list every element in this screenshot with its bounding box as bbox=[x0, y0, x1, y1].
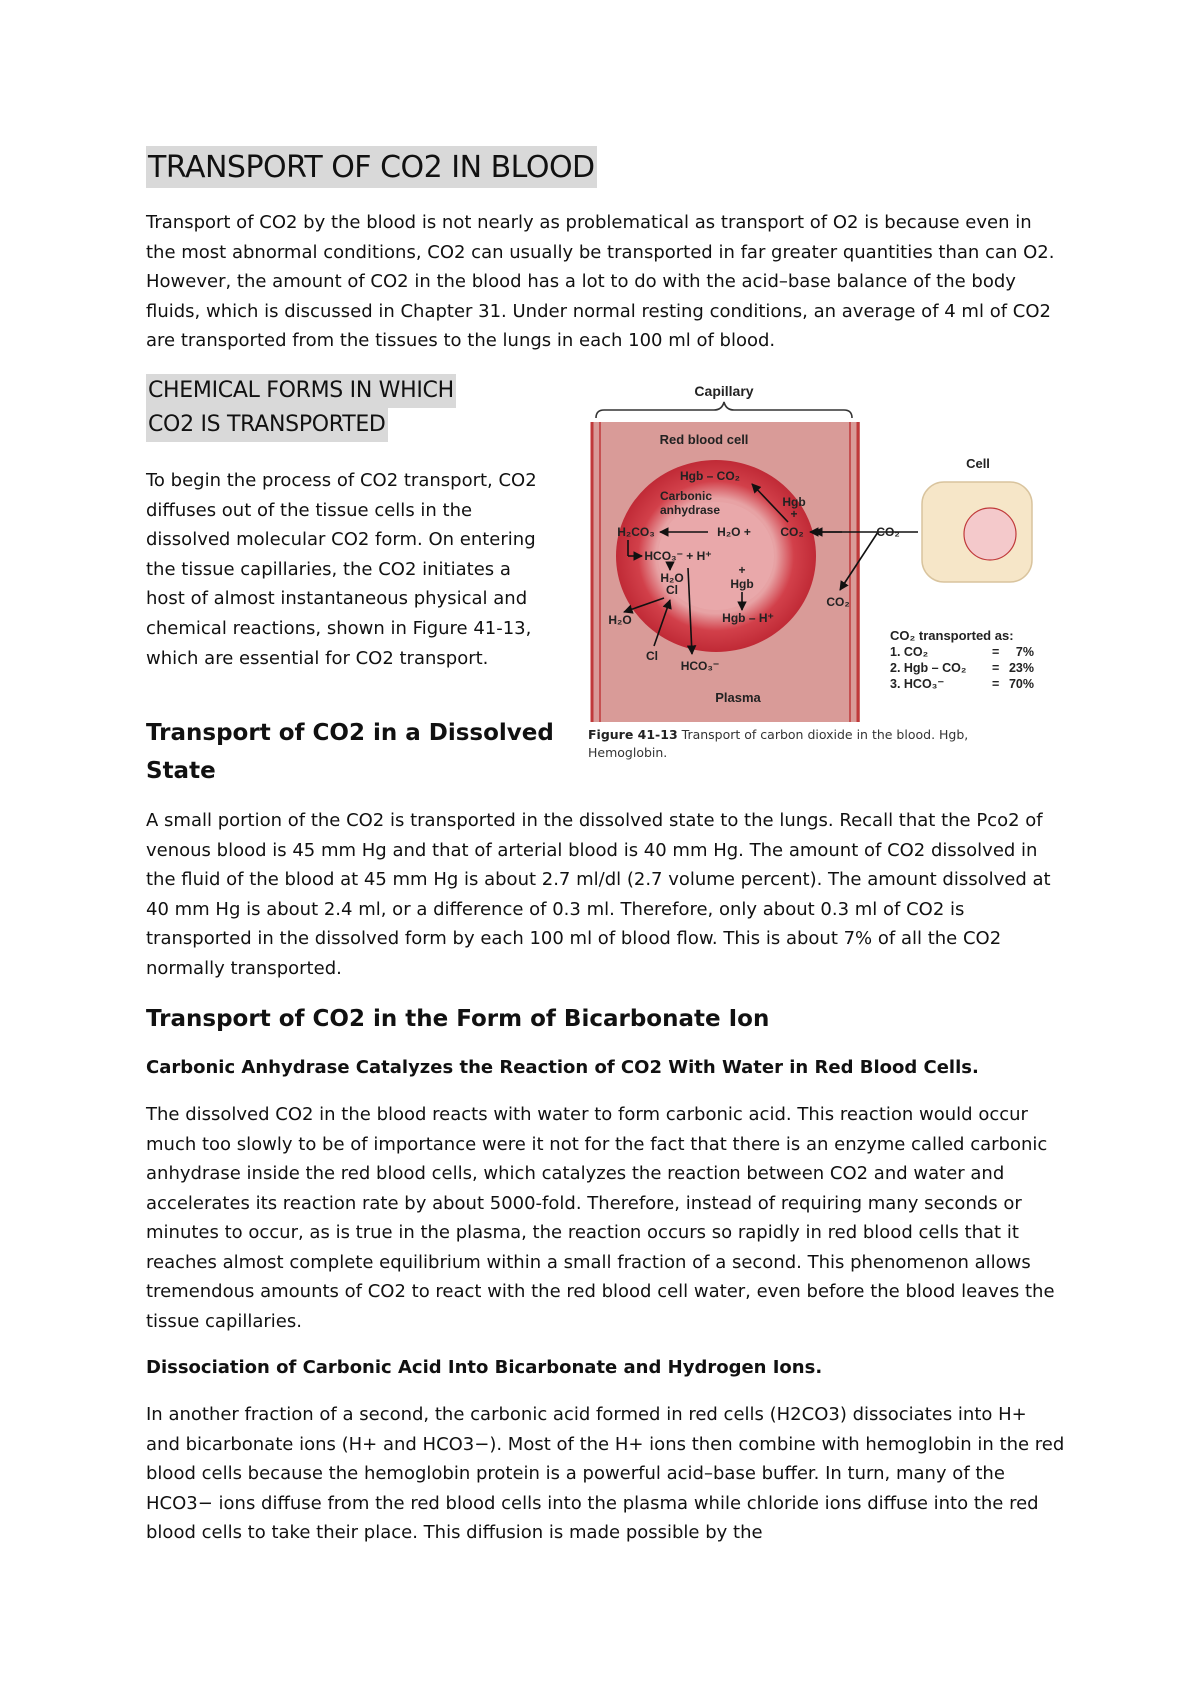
cell-label: Cell bbox=[966, 456, 990, 471]
capillary-bracket bbox=[596, 402, 852, 418]
transported-row-1-value: 7% bbox=[1015, 645, 1034, 659]
transported-row-2-eq: = bbox=[992, 661, 1000, 675]
co2-transport-diagram bbox=[588, 384, 1048, 724]
dissolved-heading: Transport of CO2 in a Dissolved State bbox=[146, 720, 554, 784]
chemical-forms-heading-line2: CO2 IS TRANSPORTED bbox=[146, 408, 388, 442]
dissociation-paragraph: In another fraction of a second, the carbonic acid formed in red cells (H2CO3) dissociates into H+ and bicarbonate ions (H+ and HCO3−). Most of the H+ ions then combine with hemoglobin in the red blood cells because the hemoglobin protein is a powerful acid–base buffer. In turn, many of the HCO3− ions diffuse from the red blood cells into the plasma while chloride ions diffuse into the red blood cells to take their place. This diffusion is made possible by the bbox=[146, 1404, 1065, 1543]
chemical-forms-paragraph: To begin the process of CO2 transport, CO2 diffuses out of the tissue cells in the dissolved molecular CO2 form. On entering the tissue capillaries, the CO2 initiates a host of almost instantaneous physical and chemical reactions, shown in Figure 41-13, which are essential for CO2 transport. bbox=[146, 470, 537, 669]
chemical-forms-heading-line1: CHEMICAL FORMS IN WHICH bbox=[146, 374, 456, 408]
h2o-outer-label: H₂O bbox=[608, 613, 632, 627]
bicarbonate-heading: Transport of CO2 in the Form of Bicarbonate Ion bbox=[146, 1006, 770, 1032]
hco3-h-label: HCO₃⁻ + H⁺ bbox=[644, 549, 712, 563]
cell-nucleus bbox=[964, 508, 1016, 560]
transported-row-3-eq: = bbox=[992, 677, 1000, 691]
intro-paragraph: Transport of CO2 by the blood is not nearly as problematical as transport of O2 is because even in the most abnormal conditions, CO2 can usually be transported in far greater quantities than can O2. However, the amount of CO2 in the blood has a lot to do with the acid–base balance of the body fluids, which is discussed in Chapter 31. Under normal resting conditions, an average of 4 ml of CO2 are transported from the tissues to the lungs in each 100 ml of blood. bbox=[146, 212, 1055, 351]
transported-row-1-eq: = bbox=[992, 645, 1000, 659]
hgb-co2-label: Hgb – CO₂ bbox=[680, 469, 740, 483]
capillary-label: Capillary bbox=[694, 384, 754, 399]
plus-label-mid: + bbox=[738, 563, 746, 577]
h2o-plus-label: H₂O + bbox=[717, 525, 751, 539]
chemical-forms-heading bbox=[146, 374, 566, 442]
chemical-forms-column bbox=[146, 466, 546, 673]
carbonic-label: Carbonic bbox=[659, 489, 713, 503]
h2o-inner-label: H₂O bbox=[660, 571, 684, 585]
plasma-label: Plasma bbox=[715, 690, 761, 705]
transported-title: CO₂ transported as: bbox=[890, 628, 1014, 643]
dissociation-heading: Dissociation of Carbonic Acid Into Bicarbonate and Hydrogen Ions. bbox=[146, 1357, 823, 1378]
carbonic-anhydrase-paragraph: The dissolved CO2 in the blood reacts with water to form carbonic acid. This reaction would occur much too slowly to be of importance were it not for the fact that there is an enzyme called carbonic anhydrase inside the red blood cells, which catalyzes the reaction between CO2 and water and accelerates its reaction rate by about 5000-fold. Therefore, instead of requiring many seconds or minutes to occur, as is true in the plasma, the reaction occurs so rapidly in red blood cells that it reaches almost complete equilibrium within a small fraction of a second. This phenomenon allows tremendous amounts of CO2 to react with the red blood cell water, even before the blood leaves the tissue capillaries. bbox=[146, 1104, 1055, 1332]
transported-row-3-value: 70% bbox=[1008, 677, 1034, 691]
anhydrase-label: anhydrase bbox=[659, 503, 721, 517]
transported-row-2-value: 23% bbox=[1008, 661, 1034, 675]
figure-caption-label: Figure 41-13 bbox=[588, 727, 678, 742]
transported-row-3-label: 3. HCO₃⁻ bbox=[890, 677, 945, 691]
page-title: TRANSPORT OF CO2 IN BLOOD bbox=[146, 146, 597, 188]
co2-plasma-arrow-label: CO₂ bbox=[876, 525, 900, 539]
dissolved-paragraph: A small portion of the CO2 is transported in the dissolved state to the lungs. Recall that the Pco2 of venous blood is 45 mm Hg and that of arterial blood is 40 mm Hg. The amount of CO2 dissolved in the fluid of the blood at 45 mm Hg is about 2.7 ml/dl (2.7 volume percent). The amount dissolved at 40 mm Hg is about 2.4 ml, or a difference of 0.3 ml. Therefore, only about 0.3 ml of CO2 is transported in the dissolved form by each 100 ml of blood flow. This is about 7% of all the CO2 normally transported. bbox=[146, 810, 1051, 979]
hgb-label-mid: Hgb bbox=[730, 577, 754, 591]
figure-caption-text: Transport of carbon dioxide in the blood. Hgb, Hemoglobin. bbox=[588, 727, 969, 760]
carbonic-anhydrase-heading: Carbonic Anhydrase Catalyzes the Reaction of CO2 With Water in Red Blood Cells. bbox=[146, 1057, 979, 1078]
co2-rbc-label: CO₂ bbox=[780, 525, 804, 539]
co2-plasma-label: CO₂ bbox=[826, 595, 850, 609]
hco3-plasma-label: HCO₃⁻ bbox=[680, 659, 720, 673]
figure-41-13 bbox=[588, 384, 1048, 774]
transported-row-2-label: 2. Hgb – CO₂ bbox=[890, 661, 967, 675]
rbc-label: Red blood cell bbox=[659, 432, 749, 447]
plus-label-top: + bbox=[790, 507, 798, 521]
hgb-h-label: Hgb – H⁺ bbox=[722, 611, 774, 625]
cl-inner-label: Cl bbox=[666, 583, 678, 597]
transported-row-1-label: 1. CO₂ bbox=[890, 645, 929, 659]
cl-outer-label: Cl bbox=[646, 649, 658, 663]
hgb-label-top: Hgb bbox=[782, 495, 806, 509]
figure-caption bbox=[588, 726, 1048, 762]
h2co3-label: H₂CO₃ bbox=[617, 525, 655, 539]
co2-transported-summary bbox=[890, 628, 1034, 691]
